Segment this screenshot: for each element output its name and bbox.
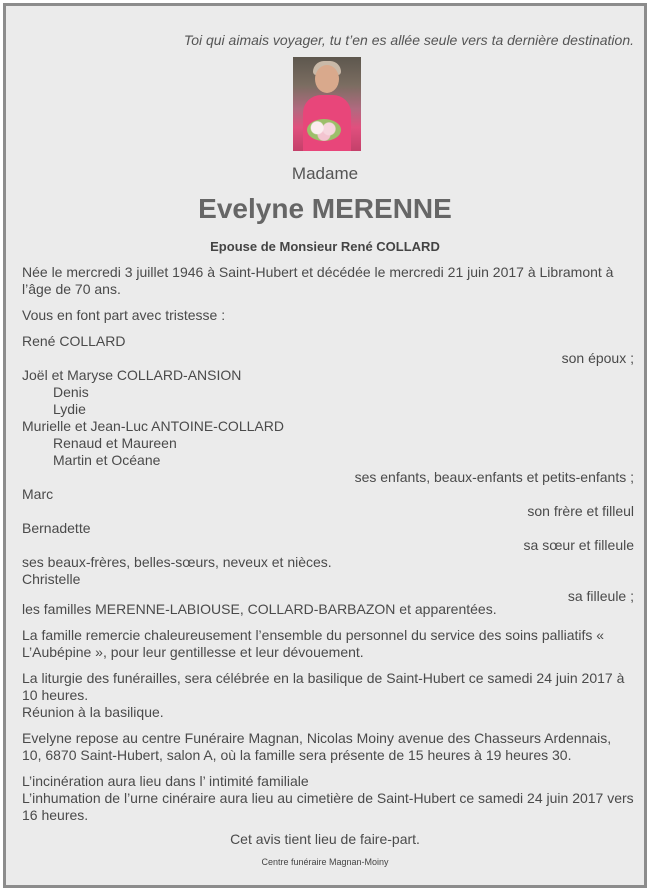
deceased-name: Evelyne MERENNE — [198, 193, 452, 224]
portrait-bouquet — [307, 119, 341, 141]
family-line: ses enfants, beaux-enfants et petits-enfants ; — [354, 469, 634, 485]
inhumation-paragraph: L’inhumation de l’urne cinéraire aura lieu au cimetière de Saint-Hubert ce samedi 24 juin 2017 vers 16 heures. — [22, 790, 634, 823]
family-line: ses beaux-frères, belles-sœurs, neveux et nièces. — [22, 554, 332, 570]
incineration-line: L’incinération aura lieu dans l’ intimité familiale — [22, 773, 309, 789]
family-line: sa filleule ; — [567, 588, 634, 604]
family-line: Bernadette — [22, 520, 91, 536]
portrait-head — [315, 65, 339, 93]
family-line: Denis — [53, 384, 89, 400]
family-line: Martin et Océane — [53, 452, 161, 468]
family-line: Lydie — [53, 401, 86, 417]
rests-paragraph: Evelyne repose au centre Funéraire Magnan, Nicolas Moiny avenue des Chasseurs Ardennais, 10, 6870 Saint-Hubert, salon A, où la famille sera présente de 15 heures à 19 heures 30. — [22, 730, 612, 763]
families-line: les familles MERENNE-LABIOUSE, COLLARD-BARBAZON et apparentées. — [22, 601, 497, 617]
family-line: Murielle et Jean-Luc ANTOINE-COLLARD — [22, 418, 284, 434]
family-list — [22, 333, 634, 605]
birth-death-paragraph: Née le mercredi 3 juillet 1946 à Saint-Hubert et décédée le mercredi 21 juin 2017 à Libramont à l’âge de 70 ans. — [22, 264, 614, 297]
funeral-home-footer: Centre funéraire Magnan-Moiny — [261, 857, 389, 867]
spouse-line: Epouse de Monsieur René COLLARD — [210, 239, 440, 254]
family-line: Renaud et Maureen — [53, 435, 177, 451]
obituary-card — [3, 3, 647, 888]
portrait-photo — [293, 57, 361, 151]
family-line: Joël et Maryse COLLARD-ANSION — [22, 367, 242, 383]
announcement-line: Vous en font part avec tristesse : — [22, 307, 226, 323]
honorific: Madame — [291, 164, 359, 183]
meeting-line: Réunion à la basilique. — [22, 704, 164, 720]
family-line: son frère et filleul — [527, 503, 634, 519]
family-line: sa sœur et filleule — [523, 537, 634, 553]
family-line: Marc — [22, 486, 54, 502]
epitaph-quote: Toi qui aimais voyager, tu t’en es allée seule vers ta dernière destination. — [183, 32, 634, 48]
family-line: son époux ; — [561, 350, 634, 366]
thanks-paragraph: La famille remercie chaleureusement l’ensemble du personnel du service des soins palliatifs « L’Aubépine », pour leur gentillesse et leur dévouement. — [22, 627, 605, 660]
family-line: René COLLARD — [22, 333, 126, 349]
family-line: Christelle — [22, 571, 81, 587]
liturgy-paragraph: La liturgie des funérailles, sera célébrée en la basilique de Saint-Hubert ce samedi 24 juin 2017 à 10 heures. — [22, 670, 625, 703]
notice-line: Cet avis tient lieu de faire-part. — [230, 831, 420, 847]
